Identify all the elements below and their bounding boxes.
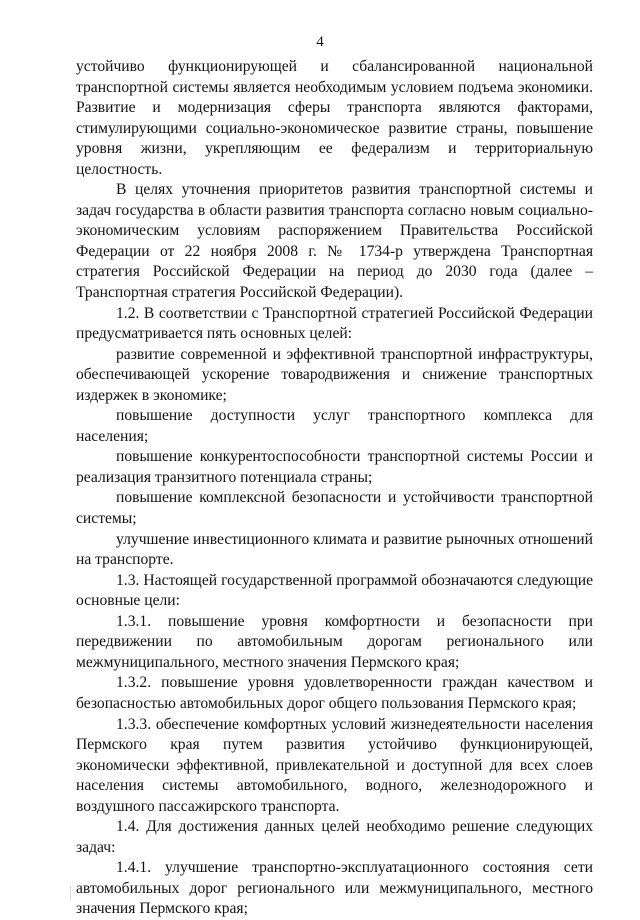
goal-item-investment: улучшение инвестиционного климата и развитие рыночных отношений на транспорте. xyxy=(76,530,593,569)
goal-item-safety: повышение комплексной безопасности и устойчивости транспортной системы; xyxy=(76,489,593,528)
paragraph-1-2: 1.2. В соответствии с Транспортной стратегией Российской Федерации предусматривается пять основных целей: xyxy=(76,304,593,343)
goal-item-accessibility: повышение доступности услуг транспортного комплекса для населения; xyxy=(76,407,593,445)
paragraph-continuation: устойчиво функционирующей и сбалансированной национальной транспортной системы является необходимым условием подъема экономики. Развитие и модернизация сферы транспорта являются факторами, стимулирующими социально-экономическое развитие страны, повышение уровня жизни, укрепляющим ее федерализм и территориальную целостность. xyxy=(76,58,593,178)
paragraph-1-3: 1.3. Настоящей государственной программой обозначаются следующие основные цели: xyxy=(76,571,593,610)
page-number: 4 xyxy=(316,34,324,50)
paragraph-1-3-2: 1.3.2. повышение уровня удовлетворенности граждан качеством и безопасностью автомобильных дорог общего пользования Пермского края; xyxy=(76,674,593,712)
goal-item-infrastructure: развитие современной и эффективной транспортной инфраструктуры, обеспечивающей ускорение товародвижения и снижение транспортных издержек в экономике; xyxy=(76,345,593,404)
paragraph-1-4-1: 1.4.1. улучшение транспортно-эксплуатационного состояния сети автомобильных дорог регионального или межмуниципального, местного значения Пермского края; xyxy=(76,859,593,918)
scan-edge-mark xyxy=(70,886,71,900)
paragraph-1-3-1: 1.3.1. повышение уровня комфортности и безопасности при передвижении по автомобильным дорогам регионального или межмуниципального, местного значения Пермского края; xyxy=(76,612,593,671)
paragraph-1-4: 1.4. Для достижения данных целей необходимо решение следующих задач: xyxy=(76,818,593,856)
paragraph-strategy-approval: В целях уточнения приоритетов развития транспортной системы и задач государства в области развития транспорта согласно новым социально-экономическим условиям распоряжением Правительства Российской Федерации от 22 ноября 2008 г. № 1734-р утверждена Транспортная стратегия Российской Федерации на период до 2030 года (далее – Транспортная стратегия Российской Федерации). xyxy=(76,181,593,302)
document-body xyxy=(76,57,593,920)
goal-item-competitiveness: повышение конкурентоспособности транспортной системы России и реализация транзитного потенциала страны; xyxy=(76,448,593,486)
paragraph-1-3-3: 1.3.3. обеспечение комфортных условий жизнедеятельности населения Пермского края путем развития устойчиво функционирующей, экономически эффективной, привлекательной и доступной для всех слоев населения системы автомобильного, водного, железнодорожного и воздушного пассажирского транспорта. xyxy=(76,715,593,815)
